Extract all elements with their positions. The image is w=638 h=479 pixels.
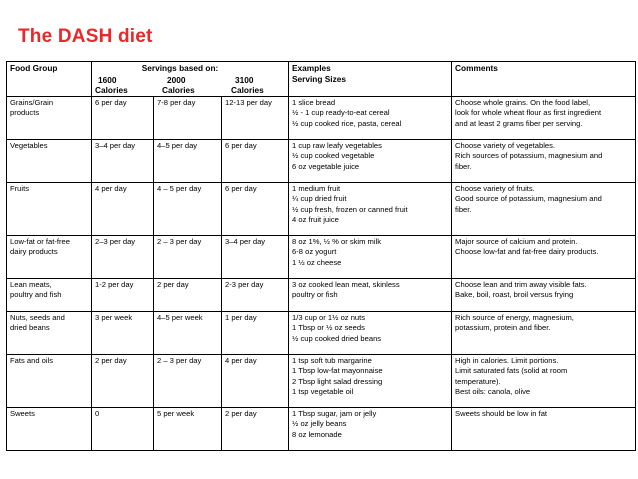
comments-cell-line: Sweets should be low in fat	[455, 409, 548, 418]
comments-cell	[452, 97, 636, 140]
food-group-cell-line: Fats and oils	[10, 356, 54, 365]
page-title: The DASH diet	[18, 26, 153, 47]
servings-1600-cell: 6 per day	[92, 97, 154, 140]
food-group-cell-line: poultry and fish	[10, 290, 62, 300]
examples-cell-line: 1 Tbsp low-fat mayonnaise	[292, 366, 383, 376]
dash-diet-table	[6, 61, 636, 451]
servings-3100-cell: 12-13 per day	[222, 97, 289, 140]
examples-cell-line: 1/3 cup or 1½ oz nuts	[292, 313, 366, 322]
comments-cell-line: Choose lean and trim away visible fats.	[455, 280, 587, 289]
table-row	[7, 355, 636, 408]
examples-cell	[289, 279, 452, 312]
food-group-cell	[7, 312, 92, 355]
servings-3100-cell: 4 per day	[222, 355, 289, 408]
table-header-row	[7, 62, 636, 97]
table-row	[7, 408, 636, 451]
comments-cell	[452, 355, 636, 408]
examples-cell-line: 1 medium fruit	[292, 184, 341, 193]
comments-cell	[452, 183, 636, 236]
food-group-cell	[7, 140, 92, 183]
servings-1600-cell: 1-2 per day	[92, 279, 154, 312]
servings-2000-cell: 4–5 per day	[154, 140, 222, 183]
comments-cell	[452, 236, 636, 279]
food-group-cell	[7, 408, 92, 451]
comments-cell-line: look for whole wheat flour as first ingredient	[455, 108, 602, 118]
comments-cell-line: Best oils: canola, olive	[455, 386, 531, 396]
comments-cell-line: Choose variety of fruits.	[455, 184, 535, 193]
header-comments: Comments	[452, 62, 636, 97]
servings-2000-cell: 7-8 per day	[154, 97, 222, 140]
comments-cell-line: Rich sources of potassium, magnesium and	[455, 151, 603, 161]
comments-cell-line: temperature).	[455, 376, 501, 386]
examples-cell	[289, 312, 452, 355]
comments-cell-line: Bake, boil, roast, broil versus frying	[455, 290, 574, 300]
examples-cell-line: 1 tsp vegetable oil	[292, 386, 354, 396]
examples-cell-line: ½ cup cooked dried beans	[292, 333, 382, 343]
food-group-cell-line: Low-fat or fat-free	[10, 237, 70, 246]
comments-cell-line: Rich source of energy, magnesium,	[455, 313, 574, 322]
header-2000: 2000 Calories	[162, 74, 195, 96]
comments-cell	[452, 140, 636, 183]
examples-cell	[289, 140, 452, 183]
servings-1600-cell: 3–4 per day	[92, 140, 154, 183]
examples-cell-line: ¼ cup dried fruit	[292, 194, 347, 204]
servings-3100-cell: 3–4 per day	[222, 236, 289, 279]
header-servings-title: Servings based on:	[141, 63, 219, 73]
servings-2000-cell: 4 – 5 per day	[154, 183, 222, 236]
examples-cell	[289, 408, 452, 451]
servings-1600-cell: 3 per week	[92, 312, 154, 355]
servings-1600-cell: 0	[92, 408, 154, 451]
comments-cell-line: Major source of calcium and protein.	[455, 237, 578, 246]
examples-cell-line: ½ cup cooked vegetable	[292, 151, 375, 161]
examples-cell-line: 1 Tbsp sugar, jam or jelly	[292, 409, 377, 418]
servings-2000-cell: 2 – 3 per day	[154, 236, 222, 279]
header-food-group: Food Group	[7, 62, 92, 97]
examples-cell-line: 4 oz fruit juice	[292, 214, 339, 224]
comments-cell	[452, 312, 636, 355]
examples-cell-line: 8 oz lemonade	[292, 429, 342, 439]
header-servings	[92, 62, 289, 97]
table-row	[7, 97, 636, 140]
comments-cell	[452, 408, 636, 451]
table-row	[7, 312, 636, 355]
servings-2000-cell: 4–5 per week	[154, 312, 222, 355]
examples-cell-line: poultry or fish	[292, 290, 338, 300]
comments-cell	[452, 279, 636, 312]
food-group-cell-line: dairy products	[10, 247, 58, 257]
examples-cell	[289, 183, 452, 236]
header-3100: 3100 Calories	[231, 74, 264, 96]
food-group-cell-line: Vegetables	[10, 141, 48, 150]
comments-cell-line: fiber.	[455, 161, 472, 171]
examples-cell	[289, 236, 452, 279]
servings-3100-cell: 6 per day	[222, 183, 289, 236]
food-group-cell	[7, 279, 92, 312]
servings-3100-cell: 6 per day	[222, 140, 289, 183]
examples-cell-line: 2 Tbsp light salad dressing	[292, 376, 383, 386]
table-row	[7, 279, 636, 312]
examples-cell-line: 1 tsp soft tub margarine	[292, 356, 372, 365]
header-examples: Examples Serving Sizes	[289, 62, 452, 97]
examples-cell-line: ½ cup cooked rice, pasta, cereal	[292, 118, 402, 128]
servings-1600-cell: 2 per day	[92, 355, 154, 408]
comments-cell-line: Choose whole grains. On the food label,	[455, 98, 591, 107]
comments-cell-line: potassium, protein and fiber.	[455, 323, 551, 333]
servings-3100-cell: 1 per day	[222, 312, 289, 355]
servings-1600-cell: 4 per day	[92, 183, 154, 236]
examples-cell-line: ½ - 1 cup ready-to-eat cereal	[292, 108, 390, 118]
examples-cell-line: 1 Tbsp or ½ oz seeds	[292, 323, 365, 333]
examples-cell-line: ½ oz jelly beans	[292, 419, 347, 429]
food-group-cell	[7, 236, 92, 279]
food-group-cell-line: Nuts, seeds and	[10, 313, 65, 322]
food-group-cell	[7, 183, 92, 236]
servings-2000-cell: 2 – 3 per day	[154, 355, 222, 408]
examples-cell	[289, 355, 452, 408]
comments-cell-line: Good source of potassium, magnesium and	[455, 194, 602, 204]
food-group-cell-line: Grains/Grain	[10, 98, 54, 107]
table-row	[7, 183, 636, 236]
comments-cell-line: High in calories. Limit portions.	[455, 356, 559, 365]
examples-cell-line: 3 oz cooked lean meat, skinless	[292, 280, 400, 289]
comments-cell-line: Choose variety of vegetables.	[455, 141, 556, 150]
examples-cell-line: 8 oz 1%, ½ % or skim milk	[292, 237, 382, 246]
food-group-cell	[7, 97, 92, 140]
examples-cell	[289, 97, 452, 140]
servings-1600-cell: 2–3 per day	[92, 236, 154, 279]
comments-cell-line: and at least 2 grams fiber per serving.	[455, 118, 583, 128]
food-group-cell-line: Fruits	[10, 184, 29, 193]
servings-2000-cell: 2 per day	[154, 279, 222, 312]
comments-cell-line: fiber.	[455, 204, 472, 214]
examples-cell-line: 6 oz vegetable juice	[292, 161, 360, 171]
servings-2000-cell: 5 per week	[154, 408, 222, 451]
food-group-cell-line: products	[10, 108, 40, 118]
examples-cell-line: ½ cup fresh, frozen or canned fruit	[292, 204, 408, 214]
food-group-cell-line: Lean meats,	[10, 280, 52, 289]
examples-cell-line: 1 ½ oz cheese	[292, 257, 342, 267]
comments-cell-line: Choose low-fat and fat-free dairy products.	[455, 247, 599, 257]
examples-cell-line: 1 cup raw leafy vegetables	[292, 141, 382, 150]
header-1600: 1600 Calories	[95, 74, 128, 96]
servings-3100-cell: 2-3 per day	[222, 279, 289, 312]
examples-cell-line: 1 slice bread	[292, 98, 336, 107]
food-group-cell-line: dried beans	[10, 323, 50, 333]
food-group-cell-line: Sweets	[10, 409, 35, 418]
examples-cell-line: 6-8 oz yogurt	[292, 247, 337, 257]
table-row	[7, 236, 636, 279]
comments-cell-line: Limit saturated fats (solid at room	[455, 366, 568, 376]
servings-3100-cell: 2 per day	[222, 408, 289, 451]
table-row	[7, 140, 636, 183]
food-group-cell	[7, 355, 92, 408]
